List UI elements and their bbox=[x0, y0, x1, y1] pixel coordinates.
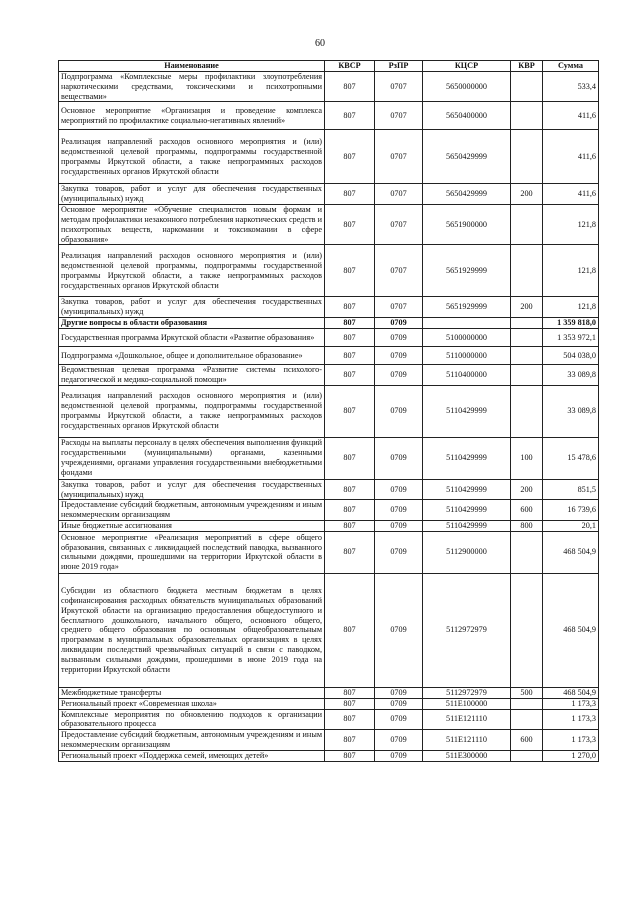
row-rzpr: 0707 bbox=[375, 71, 423, 102]
row-sum: 1 359 818,0 bbox=[543, 318, 599, 329]
row-name: Основное мероприятие «Реализация мероприятий в сфере общего образования, связанных с ликвидацией последствий паводка, вызванного сильными дождями, прошедшими на территории Иркутской области в июне 2019 года» bbox=[59, 531, 325, 573]
row-sum: 1 173,3 bbox=[543, 730, 599, 751]
row-rzpr: 0709 bbox=[375, 750, 423, 761]
row-sum: 504 038,0 bbox=[543, 346, 599, 364]
row-kcsr: 5651929999 bbox=[423, 297, 511, 318]
table-row bbox=[59, 687, 599, 698]
header-kcsr: КЦСР bbox=[423, 61, 511, 72]
row-kvr bbox=[511, 130, 543, 184]
row-kvsr: 807 bbox=[325, 318, 375, 329]
row-kvr bbox=[511, 573, 543, 687]
row-sum: 1 173,3 bbox=[543, 698, 599, 709]
table-row bbox=[59, 297, 599, 318]
row-kvsr: 807 bbox=[325, 709, 375, 730]
row-sum: 20,1 bbox=[543, 521, 599, 532]
row-kvr bbox=[511, 385, 543, 437]
row-rzpr: 0709 bbox=[375, 531, 423, 573]
header-kvsr: КВСР bbox=[325, 61, 375, 72]
row-kvr bbox=[511, 364, 543, 385]
row-kcsr: 511E100000 bbox=[423, 698, 511, 709]
row-kcsr: 5110429999 bbox=[423, 437, 511, 479]
row-kcsr: 5100000000 bbox=[423, 328, 511, 346]
row-sum: 533,4 bbox=[543, 71, 599, 102]
row-kcsr bbox=[423, 318, 511, 329]
row-name: Закупка товаров, работ и услуг для обеспечения государственных (муниципальных) нужд bbox=[59, 184, 325, 205]
row-name: Комплексные мероприятия по обновлению подходов к организации образовательного процесса bbox=[59, 709, 325, 730]
row-rzpr: 0709 bbox=[375, 364, 423, 385]
table-row bbox=[59, 730, 599, 751]
row-kvsr: 807 bbox=[325, 531, 375, 573]
table-row bbox=[59, 364, 599, 385]
row-name: Реализация направлений расходов основного мероприятия и (или) ведомственной целевой программы, подпрограммы государственной программы Иркутской области, а также непрограммных расходов государственных органов Иркутской области bbox=[59, 245, 325, 297]
table-row bbox=[59, 245, 599, 297]
row-name: Реализация направлений расходов основного мероприятия и (или) ведомственной целевой программы, подпрограммы государственной программы Иркутской области, а также непрограммных расходов государственных органов Иркутской области bbox=[59, 385, 325, 437]
row-rzpr: 0709 bbox=[375, 479, 423, 500]
table-row bbox=[59, 130, 599, 184]
row-kvsr: 807 bbox=[325, 698, 375, 709]
row-rzpr: 0709 bbox=[375, 698, 423, 709]
row-kvsr: 807 bbox=[325, 687, 375, 698]
row-name: Подпрограмма «Дошкольное, общее и дополнительное образование» bbox=[59, 346, 325, 364]
row-kvr: 200 bbox=[511, 297, 543, 318]
row-sum: 33 089,8 bbox=[543, 385, 599, 437]
row-kcsr: 511E300000 bbox=[423, 750, 511, 761]
row-kvsr: 807 bbox=[325, 184, 375, 205]
table-row bbox=[59, 346, 599, 364]
table-row bbox=[59, 709, 599, 730]
row-kvr bbox=[511, 698, 543, 709]
row-kvsr: 807 bbox=[325, 130, 375, 184]
row-kvr bbox=[511, 245, 543, 297]
row-name: Ведомственная целевая программа «Развитие системы психолого-педагогической и медико-социальной помощи» bbox=[59, 364, 325, 385]
row-name: Расходы на выплаты персоналу в целях обеспечения выполнения функций государственными (муниципальными) органами, казенными учреждениями, органами управления государственными внебюджетными фондами bbox=[59, 437, 325, 479]
table-row bbox=[59, 184, 599, 205]
row-sum: 33 089,8 bbox=[543, 364, 599, 385]
row-sum: 851,5 bbox=[543, 479, 599, 500]
page-number: 60 bbox=[315, 38, 325, 49]
header-name: Наименование bbox=[59, 61, 325, 72]
row-kcsr: 511E121110 bbox=[423, 709, 511, 730]
row-rzpr: 0709 bbox=[375, 346, 423, 364]
row-rzpr: 0709 bbox=[375, 709, 423, 730]
row-sum: 1 173,3 bbox=[543, 709, 599, 730]
row-kvsr: 807 bbox=[325, 750, 375, 761]
row-kvsr: 807 bbox=[325, 573, 375, 687]
row-kvr bbox=[511, 750, 543, 761]
row-kcsr: 5650429999 bbox=[423, 184, 511, 205]
table-row bbox=[59, 750, 599, 761]
table-header-row bbox=[59, 61, 599, 72]
table-row bbox=[59, 205, 599, 245]
row-sum: 411,6 bbox=[543, 102, 599, 130]
row-rzpr: 0709 bbox=[375, 437, 423, 479]
row-kvsr: 807 bbox=[325, 102, 375, 130]
row-kcsr: 5650429999 bbox=[423, 130, 511, 184]
row-name: Подпрограмма «Комплексные меры профилактики злоупотребления наркотическими средствами, токсическими и психотропными веществами» bbox=[59, 71, 325, 102]
row-kvr: 600 bbox=[511, 500, 543, 521]
row-kvsr: 807 bbox=[325, 500, 375, 521]
row-rzpr: 0707 bbox=[375, 102, 423, 130]
row-kvsr: 807 bbox=[325, 71, 375, 102]
header-sum: Сумма bbox=[543, 61, 599, 72]
row-name: Основное мероприятие «Обучение специалистов новым формам и методам профилактики незаконного потребления наркотических средств и психотропных веществ, наркомании и токсикомании в сфере образования» bbox=[59, 205, 325, 245]
table-body bbox=[59, 71, 599, 761]
table-row bbox=[59, 318, 599, 329]
row-kcsr: 5651900000 bbox=[423, 205, 511, 245]
row-kvr bbox=[511, 205, 543, 245]
row-kvsr: 807 bbox=[325, 364, 375, 385]
table-row bbox=[59, 573, 599, 687]
budget-table bbox=[58, 60, 599, 762]
row-name: Государственная программа Иркутской области «Развитие образования» bbox=[59, 328, 325, 346]
row-sum: 121,8 bbox=[543, 245, 599, 297]
row-kvr: 600 bbox=[511, 730, 543, 751]
row-name: Предоставление субсидий бюджетным, автономным учреждениям и иным некоммерческим организациям bbox=[59, 730, 325, 751]
row-name: Закупка товаров, работ и услуг для обеспечения государственных (муниципальных) нужд bbox=[59, 297, 325, 318]
row-name: Предоставление субсидий бюджетным, автономным учреждениям и иным некоммерческим организациям bbox=[59, 500, 325, 521]
row-rzpr: 0707 bbox=[375, 205, 423, 245]
row-rzpr: 0709 bbox=[375, 687, 423, 698]
header-rzpr: РзПР bbox=[375, 61, 423, 72]
row-name: Межбюджетные трансферты bbox=[59, 687, 325, 698]
row-rzpr: 0709 bbox=[375, 385, 423, 437]
table-row bbox=[59, 500, 599, 521]
row-rzpr: 0707 bbox=[375, 130, 423, 184]
row-kcsr: 5110429999 bbox=[423, 479, 511, 500]
table-row bbox=[59, 437, 599, 479]
row-sum: 411,6 bbox=[543, 184, 599, 205]
table-row bbox=[59, 698, 599, 709]
header-kvr: КВР bbox=[511, 61, 543, 72]
row-kvr: 200 bbox=[511, 184, 543, 205]
row-name: Региональный проект «Современная школа» bbox=[59, 698, 325, 709]
row-name: Иные бюджетные ассигнования bbox=[59, 521, 325, 532]
row-rzpr: 0709 bbox=[375, 500, 423, 521]
row-kvr: 200 bbox=[511, 479, 543, 500]
row-kvsr: 807 bbox=[325, 521, 375, 532]
row-kvr: 500 bbox=[511, 687, 543, 698]
row-kcsr: 5112900000 bbox=[423, 531, 511, 573]
row-kvr bbox=[511, 346, 543, 364]
row-kcsr: 5110400000 bbox=[423, 364, 511, 385]
table-row bbox=[59, 521, 599, 532]
row-sum: 121,8 bbox=[543, 297, 599, 318]
row-kcsr: 5650000000 bbox=[423, 71, 511, 102]
row-kcsr: 5110429999 bbox=[423, 500, 511, 521]
row-kcsr: 5651929999 bbox=[423, 245, 511, 297]
row-kcsr: 5110429999 bbox=[423, 521, 511, 532]
row-kvsr: 807 bbox=[325, 346, 375, 364]
row-rzpr: 0707 bbox=[375, 245, 423, 297]
row-kvsr: 807 bbox=[325, 730, 375, 751]
row-kcsr: 5112972979 bbox=[423, 687, 511, 698]
row-kcsr: 5650400000 bbox=[423, 102, 511, 130]
row-rzpr: 0709 bbox=[375, 328, 423, 346]
table-row bbox=[59, 328, 599, 346]
row-kvsr: 807 bbox=[325, 245, 375, 297]
row-kvr bbox=[511, 531, 543, 573]
row-kvr bbox=[511, 71, 543, 102]
row-kvr bbox=[511, 318, 543, 329]
table-row bbox=[59, 102, 599, 130]
row-name: Другие вопросы в области образования bbox=[59, 318, 325, 329]
row-kvsr: 807 bbox=[325, 385, 375, 437]
row-sum: 468 504,9 bbox=[543, 687, 599, 698]
row-kvr: 100 bbox=[511, 437, 543, 479]
row-sum: 1 270,0 bbox=[543, 750, 599, 761]
row-rzpr: 0709 bbox=[375, 730, 423, 751]
row-rzpr: 0707 bbox=[375, 297, 423, 318]
row-sum: 16 739,6 bbox=[543, 500, 599, 521]
table-row bbox=[59, 479, 599, 500]
row-kvsr: 807 bbox=[325, 297, 375, 318]
row-kvsr: 807 bbox=[325, 328, 375, 346]
row-sum: 411,6 bbox=[543, 130, 599, 184]
table-row bbox=[59, 71, 599, 102]
row-rzpr: 0709 bbox=[375, 573, 423, 687]
row-rzpr: 0709 bbox=[375, 318, 423, 329]
row-kcsr: 511E121110 bbox=[423, 730, 511, 751]
row-name: Региональный проект «Поддержка семей, имеющих детей» bbox=[59, 750, 325, 761]
row-sum: 121,8 bbox=[543, 205, 599, 245]
row-name: Субсидии из областного бюджета местным бюджетам в целях софинансирования расходных обязательств муниципальных образований Иркутской области на организацию предоставления общедоступного и бесплатного дошкольного, начального общего, основного общего, среднего общего образования по основным общеобразовательным программам в муниципальных образовательных организациях в целях ликвидации последствий чрезвычайных ситуаций в связи с паводком, вызванным сильными дождями, прошедшими в июне 2019 года на территории Иркутской области bbox=[59, 573, 325, 687]
row-name: Реализация направлений расходов основного мероприятия и (или) ведомственной целевой программы, подпрограммы государственной программы Иркутской области, а также непрограммных расходов государственных органов Иркутской области bbox=[59, 130, 325, 184]
row-name: Закупка товаров, работ и услуг для обеспечения государственных (муниципальных) нужд bbox=[59, 479, 325, 500]
row-kvr: 800 bbox=[511, 521, 543, 532]
row-sum: 15 478,6 bbox=[543, 437, 599, 479]
row-kcsr: 5110000000 bbox=[423, 346, 511, 364]
row-sum: 468 504,9 bbox=[543, 573, 599, 687]
row-name: Основное мероприятие «Организация и проведение комплекса мероприятий по профилактике социально-негативных явлений» bbox=[59, 102, 325, 130]
row-kvsr: 807 bbox=[325, 205, 375, 245]
row-kvr bbox=[511, 328, 543, 346]
row-kcsr: 5112972979 bbox=[423, 573, 511, 687]
row-kvr bbox=[511, 709, 543, 730]
row-rzpr: 0707 bbox=[375, 184, 423, 205]
table-row bbox=[59, 531, 599, 573]
row-kvsr: 807 bbox=[325, 437, 375, 479]
row-sum: 1 353 972,1 bbox=[543, 328, 599, 346]
row-kcsr: 5110429999 bbox=[423, 385, 511, 437]
row-kvsr: 807 bbox=[325, 479, 375, 500]
row-kvr bbox=[511, 102, 543, 130]
table-row bbox=[59, 385, 599, 437]
row-sum: 468 504,9 bbox=[543, 531, 599, 573]
row-rzpr: 0709 bbox=[375, 521, 423, 532]
